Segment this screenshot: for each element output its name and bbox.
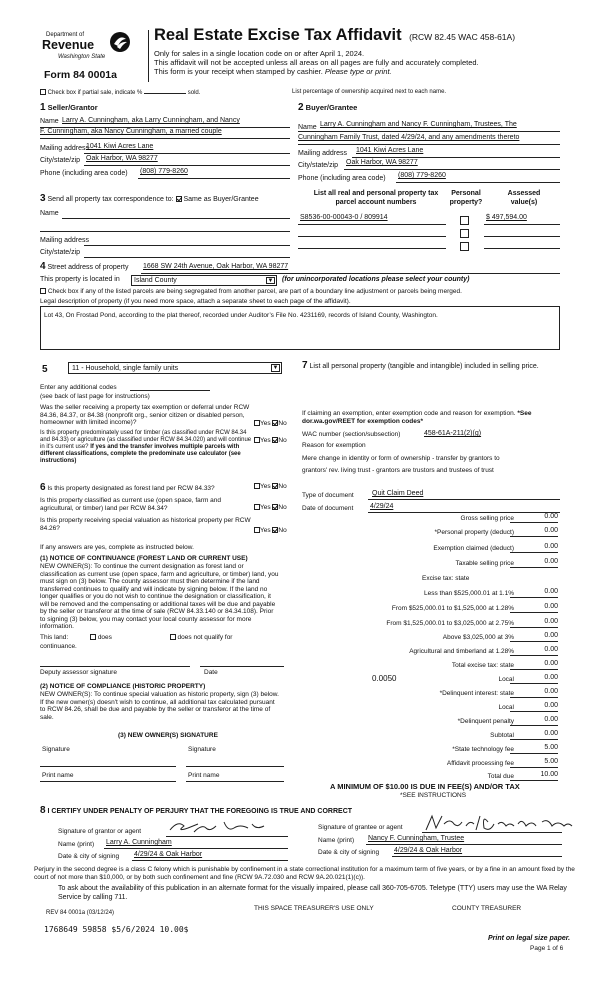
fee-value-delinq-penalty[interactable]: 0.00 [510, 716, 558, 726]
parcel-line-3 [298, 248, 446, 249]
seller-phone: (808) 779-8260 [140, 168, 188, 175]
section8-heading-text: I CERTIFY UNDER PENALTY OF PERJURY THAT THE FOREGOING IS TRUE AND CORRECT [47, 808, 353, 815]
fee-label-tech-fee: *State technology fee [452, 746, 514, 753]
fee-label-local: Local [498, 676, 514, 683]
header-line-3b: Please type or print. [324, 67, 392, 76]
title-rcw: (RCW 82.45 WAC 458-61A) [409, 32, 516, 42]
continuance-label: continuance. [40, 643, 77, 650]
seller-city-line [84, 165, 290, 166]
q2-yes-checkbox[interactable] [254, 437, 260, 443]
segregated-label: Check box if any of the listed parcels are being segregated from another parcel, are part of a boundary line adjustment or parcels being merged. [47, 288, 462, 295]
personal-property-col-header: Personal property? [449, 190, 483, 206]
same-as-buyer-label: Same as Buyer/Grantee [183, 196, 259, 203]
legal-description-box[interactable] [40, 306, 560, 350]
list-percentage-note: List percentage of ownership acquired next to each name. [292, 89, 447, 95]
section6-q1-text: Is this property designated as forest land per RCW 84.33? [47, 485, 215, 492]
section6-q3-answer [254, 527, 287, 535]
new-owner-sig-line-2 [186, 766, 284, 767]
fee-label-total-state: Total excise tax: state [451, 662, 514, 669]
seller-heading-num: 1 [40, 102, 46, 113]
section5-num: 5 [42, 364, 48, 375]
section6-q2: Is this property classified as current use (open space, farm and agricultural, or timber) land per RCW 84.34? [40, 497, 222, 512]
street-address: 1668 SW 24th Avenue, Oak Harbor, WA 98277 [143, 263, 289, 270]
fee-value-total-due[interactable]: 10.00 [510, 771, 558, 781]
seller-mail: 1041 Kiwi Acres Lane [86, 143, 154, 150]
section5-q1: Was the seller receiving a property tax exemption or deferral under RCW 84.36, 84.37, or 84.38 (nonprofit org., senior citizen or disabled person, homeowner with limited income)? [40, 404, 250, 426]
legal-description-label: Legal description of property (if you need more space, attach a separate sheet to each page of the affidavit). [40, 298, 351, 305]
buyer-heading [298, 103, 357, 112]
historic-no-checkbox[interactable] [272, 527, 278, 533]
historic-yes-checkbox[interactable] [254, 527, 260, 533]
grantee-name-line [366, 844, 562, 845]
seller-city: Oak Harbor, WA 98277 [86, 155, 158, 162]
dept-line-1: Department of [46, 32, 85, 38]
fee-value-personal[interactable]: 0.00 [510, 527, 558, 537]
does-not-checkbox[interactable] [170, 634, 176, 640]
personal-property-checkbox-3[interactable] [460, 238, 469, 256]
alternate-format-note: To ask about the availability of this publication in an alternate format for the visually impaired, please call 360-705-6705. Teletype (TTY) users may use the WA Relay Service by calling 711. [58, 885, 567, 901]
wac-number: 458-61A-211(2)(g) [424, 430, 482, 437]
segregated-checkbox[interactable] [40, 288, 46, 294]
grantor-name-label: Name (print) [58, 841, 95, 848]
fee-label-delinq-state: *Delinquent interest: state [439, 690, 514, 697]
q1-no-label: No [278, 420, 287, 427]
same-as-buyer-checkbox[interactable] [176, 196, 182, 202]
reason-line-2: grantors' rev. living trust - grantors are trustors and trustees of trust [302, 467, 494, 474]
seller-mail-line [84, 153, 290, 154]
fee-value-t3[interactable]: 0.00 [510, 618, 558, 628]
parcel-col-header: List all real and personal property tax parcel account numbers [313, 190, 439, 206]
notice1-heading: (1) NOTICE OF CONTINUANCE (FOREST LAND OR CURRENT USE) [40, 555, 248, 562]
q1-yes-checkbox[interactable] [254, 420, 260, 426]
grantor-date-line [132, 860, 288, 861]
fee-label-t2: From $525,000.01 to $1,525,000 at 1.28% [391, 605, 514, 612]
buyer-phone: (808) 779-8260 [398, 172, 446, 179]
grantee-sig-label: Signature of grantee or agent [318, 824, 403, 831]
grantee-signature-mark [424, 812, 574, 834]
value-line-2 [484, 236, 560, 237]
fee-value-t4[interactable]: 0.00 [510, 632, 558, 642]
use-code-selected: 11 - Household, single family units [72, 364, 179, 372]
grantor-date: 4/29/24 & Oak Harbor [134, 851, 203, 858]
grantor-name: Larry A. Cunningham [106, 839, 172, 846]
buyer-name-line-1 [298, 131, 560, 132]
reason-label: Reason for exemption [302, 442, 366, 449]
section5-q2-text: Is this property predominately used for timber (as classified under RCW 84.34 and 84.33) or agriculture (as classified under RCW 84.34.020) and will continue in it's current use? [40, 430, 252, 450]
buyer-city: Oak Harbor, WA 98277 [346, 159, 418, 166]
street-address-line [141, 273, 560, 274]
dept-line-3: Washington State [58, 54, 106, 60]
new-owner-sig-label-1: Signature [42, 746, 70, 753]
see-instructions-note: *SEE INSTRUCTIONS [400, 792, 467, 799]
section6-q2-answer [254, 504, 287, 512]
header-line-3a: This form is your receipt when stamped by cashier. [154, 67, 323, 76]
doc-type-label: Type of document [302, 492, 354, 499]
deputy-date-label: Date [204, 669, 218, 676]
seller-name-2: F. Cunningham, aka Nancy Cunningham, a married couple [40, 128, 222, 135]
see-back-note: (see back of last page for instructions) [40, 393, 150, 400]
additional-codes-line [130, 390, 210, 391]
grantor-signature [168, 818, 272, 841]
parcel-line-2 [298, 236, 446, 237]
section8-heading [40, 807, 352, 817]
forest-no-label: No [278, 483, 287, 490]
doc-date-label: Date of document [302, 505, 354, 512]
current-use-no-label: No [278, 504, 287, 511]
fee-label-t1: Less than $525,000.01 at 1.1% [424, 590, 514, 597]
chevron-down-icon[interactable]: ▼ [272, 365, 279, 371]
grantee-name: Nancy F. Cunningham, Trustee [368, 835, 465, 842]
buyer-name-label: Name [298, 124, 317, 131]
fee-value-gross[interactable]: 0.00 [510, 513, 558, 523]
section3-label: Send all property tax correspondence to: [47, 196, 174, 203]
section3-name-label: Name [40, 210, 59, 217]
new-owner-print-label-2: Print name [188, 772, 220, 779]
street-address-row [40, 263, 128, 273]
form-number: Form 84 0001a [44, 69, 117, 81]
fee-label-taxable: Taxable selling price [455, 560, 514, 567]
q1-yes-label: Yes [260, 420, 271, 427]
exemption-question [302, 410, 542, 425]
minimum-due-note: A MINIMUM OF $10.00 IS DUE IN FEE(S) AND/OR TAX [330, 782, 520, 791]
current-use-yes-label: Yes [260, 504, 271, 511]
section7-label: List all personal property (tangible and intangible) included in selling price. [309, 363, 539, 370]
fee-label-personal: *Personal property (deduct) [434, 529, 514, 536]
section5-q2 [40, 430, 252, 465]
section3-mail-line [84, 245, 290, 246]
fee-label-subtotal: Subtotal [490, 732, 514, 739]
this-land-row [40, 634, 280, 642]
seller-phone-line [138, 178, 290, 179]
county-treasurer-label: COUNTY TREASURER [452, 905, 522, 912]
doc-type-line [368, 499, 560, 500]
doc-date: 4/29/24 [370, 503, 394, 510]
buyer-city-line [344, 169, 560, 170]
exemption-q-text: If claiming an exemption, enter exemption code and reason for exemption. [302, 410, 516, 417]
q1-no-checkbox[interactable] [272, 420, 278, 426]
deputy-sig-label: Deputy assessor signature [40, 669, 117, 676]
fee-value-taxable[interactable]: 0.00 [510, 558, 558, 568]
fee-value-local[interactable]: 0.00 [510, 674, 558, 684]
grantor-name-line [104, 848, 288, 849]
section3-num: 3 [40, 193, 46, 204]
new-owner-print-label-1: Print name [42, 772, 74, 779]
grantee-date: 4/29/24 & Oak Harbor [394, 847, 463, 854]
grantee-name-label: Name (print) [318, 837, 355, 844]
additional-codes-label: Enter any additional codes [40, 384, 117, 391]
treasurer-use-label: THIS SPACE TREASURER'S USE ONLY [254, 905, 374, 912]
buyer-heading-text: Buyer/Grantee [305, 103, 358, 112]
buyer-mail-line [352, 157, 560, 158]
partial-sale-label: Check box if partial sale, indicate % [47, 90, 143, 96]
notice1-body: NEW OWNER(S): To continue the current designation as forest land or classification as current use (open space, farm and agriculture, or timber) land, you must sign on (3) below. The county assessor must then determine if the land transferred continues to qualify and will indicate by signing below. If the land no longer qualifies or you do not wish to continue the designation or classification, it will be removed and the compensating or additional taxes will be due and payable by the seller or transferor at the time of sale (RCW 84.33.140 or 84.34.108). Prior to signing (3) below, you may contact your local county assessor for more information. [40, 563, 279, 630]
seller-mail-label: Mailing address [40, 145, 90, 152]
local-rate: 0.0050 [372, 674, 397, 683]
current-use-yes-checkbox[interactable] [254, 504, 260, 510]
does-not-label: does not qualify for [177, 634, 233, 641]
section8-num: 8 [40, 805, 46, 816]
if-yes-note: If any answers are yes, complete as instructed below. [40, 544, 194, 551]
page-number: Page 1 of 6 [530, 945, 564, 952]
county-selected-value: Island County [134, 277, 177, 284]
grantee-sig-line [422, 832, 562, 833]
new-owner-sig-label-2: Signature [188, 746, 216, 753]
exemption-q-link: *See dor.wa.gov/REET for exemption codes* [302, 410, 532, 425]
new-owner-print-line-1 [40, 781, 176, 782]
county-select[interactable] [131, 275, 277, 286]
legal-description: Lot 43, On Frostad Pond, according to the plat thereof, recorded under Auditor’s File No. 4231169, records of Island County, Washington. [44, 312, 438, 319]
notice2-heading: (2) NOTICE OF COMPLIANCE (HISTORIC PROPERTY) [40, 683, 206, 690]
seller-heading-text: Seller/Grantor [47, 103, 98, 112]
chevron-down-icon[interactable]: ▼ [267, 278, 274, 284]
form-title [154, 26, 515, 45]
value-line-3 [484, 248, 560, 249]
dor-logo [40, 28, 136, 70]
section6-q3: Is this property receiving special valuation as historical property per RCW 84.26? [40, 517, 251, 532]
reason-line-1: Mere change in identity or form of ownership - transfer by grantors to [302, 455, 500, 462]
fee-value-tech-fee[interactable]: 5.00 [510, 744, 558, 754]
partial-sold-label: sold. [187, 90, 201, 96]
located-in-label: This property is located in [40, 276, 120, 283]
buyer-heading-num: 2 [298, 102, 304, 113]
this-land-label: This land: [40, 634, 69, 641]
header-line-2: This affidavit will not be accepted unless all areas on all pages are fully and accurately completed. [154, 58, 479, 67]
does-checkbox[interactable] [90, 634, 96, 640]
seller-heading [40, 103, 98, 112]
forest-no-checkbox[interactable] [272, 483, 278, 489]
wac-label: WAC number (section/subsection) [302, 431, 401, 438]
excise-state-head: Excise tax: state [422, 575, 470, 582]
forest-yes-checkbox[interactable] [254, 483, 260, 489]
section3-city-label: City/state/zip [40, 249, 81, 256]
forest-yes-label: Yes [260, 483, 271, 490]
cashier-stamp: 1768649 59858 $5/6/2024 10.00$ [44, 925, 189, 934]
seller-phone-label: Phone (including area code) [40, 170, 128, 177]
section3-mail-label: Mailing address [40, 237, 90, 244]
section7-heading [302, 362, 560, 372]
section4-num: 4 [40, 261, 46, 272]
fee-value-delinq-local[interactable]: 0.00 [510, 702, 558, 712]
section6-q1-answer [254, 483, 287, 491]
dept-line-2: Revenue [42, 38, 95, 52]
does-label: does [97, 634, 112, 641]
perjury-notice: Perjury in the second degree is a class C felony which is punishable by confinement in a state correctional institution for a maximum term of five years, or by a fine in an amount fixed by the court of not more than $10,000, or by both such confinement and fine (RCW 9A.72.030 and RCW 9A.20.021(1)(c)). [34, 866, 575, 881]
buyer-city-label: City/state/zip [298, 162, 339, 169]
parcel-number-1: S8536-00-00043-0 / 809914 [300, 214, 388, 221]
street-address-label: Street address of property [47, 264, 129, 271]
historic-no-label: No [278, 527, 287, 534]
fee-value-exemption[interactable]: 0.00 [510, 543, 558, 553]
notice3-heading: (3) NEW OWNER(S) SIGNATURE [118, 732, 218, 739]
buyer-phone-line [396, 182, 560, 183]
fee-label-delinq-penalty: *Delinquent penalty [457, 718, 514, 725]
revision-number: REV 84 0001a (03/12/24) [46, 910, 115, 916]
buyer-name-1: Larry A. Cunningham and Nancy F. Cunningham, Trustees, The [320, 121, 517, 128]
unincorporated-note: (for unincorporated locations please select your county) [282, 276, 470, 283]
section6-q1 [40, 484, 215, 493]
seller-name-line-2 [40, 138, 290, 139]
segregated-row [40, 288, 462, 296]
buyer-mail: 1041 Kiwi Acres Lane [356, 147, 424, 154]
section3-heading [40, 195, 259, 205]
fee-value-t2[interactable]: 0.00 [510, 603, 558, 613]
fee-value-total-state[interactable]: 0.00 [510, 660, 558, 670]
fee-label-exemption: Exemption claimed (deduct) [433, 545, 514, 552]
partial-sale-checkbox[interactable] [40, 89, 46, 95]
deputy-date-line [200, 666, 284, 667]
dor-emblem-icon [108, 30, 132, 54]
grantor-date-label: Date & city of signing [58, 853, 120, 860]
grantor-sig-label: Signature of grantor or agent [58, 828, 142, 835]
new-owner-print-line-2 [186, 781, 284, 782]
section5-q2b-text: If yes and the transfer involves multiple parcels with different classifications, complete the predominate use calculator (see instructions) [40, 444, 241, 464]
fee-label-affidavit-fee: Affidavit processing fee [446, 760, 514, 767]
deputy-sig-line [40, 666, 190, 667]
section6-num: 6 [40, 482, 46, 493]
value-line-1 [484, 224, 560, 225]
section3-name-line [62, 218, 290, 219]
fee-value-t5[interactable]: 0.00 [510, 646, 558, 656]
grantor-sig-line [166, 836, 288, 837]
fee-label-total-due: Total due [487, 773, 514, 780]
notice2-body: NEW OWNER(S): To continue special valuation as historic property, sign (3) below. If the new owner(s) doesn't wish to continue, all additional tax calculated pursuant to RCW 84.26, shall be due and payable by the seller or transferor at the time of sale. [40, 691, 279, 721]
fee-label-delinq-local: Local [498, 704, 514, 711]
header-line-3 [154, 67, 392, 76]
parcel-line-1 [298, 224, 446, 225]
fee-label-gross: Gross selling price [460, 515, 514, 522]
new-owner-sig-line-1 [40, 766, 176, 767]
grantee-date-line [392, 856, 562, 857]
fee-label-t3: From $1,525,000.01 to $3,025,000 at 2.75% [386, 620, 514, 627]
section3-name-line-2 [40, 231, 290, 232]
partial-sale-row [40, 89, 200, 97]
assessed-value-col-header: Assessed value(s) [507, 190, 541, 206]
legal-paper-note: Print on legal size paper. [488, 935, 571, 942]
section7-num: 7 [302, 360, 308, 371]
seller-name-1: Larry A. Cunningham, aka Larry Cunningham, and Nancy [62, 117, 240, 124]
q2-no-checkbox[interactable] [272, 437, 278, 443]
grantor-signature-mark [168, 818, 272, 836]
assessed-value-1: $ 497,594.00 [486, 214, 527, 221]
grantee-date-label: Date & city of signing [318, 849, 380, 856]
buyer-name-line-2 [298, 144, 560, 145]
use-code-select[interactable] [68, 362, 282, 374]
header-line-1: Only for sales in a single location code on or after April 1, 2024. [154, 49, 365, 58]
historic-yes-label: Yes [260, 527, 271, 534]
buyer-phone-label: Phone (including area code) [298, 175, 386, 182]
section3-city-line [84, 257, 290, 258]
fee-value-t1[interactable]: 0.00 [510, 588, 558, 598]
buyer-name-2: Cunningham Family Trust, dated 4/29/24, and any amendments thereto [298, 134, 520, 141]
current-use-no-checkbox[interactable] [272, 504, 278, 510]
q2-yes-label: Yes [260, 437, 271, 444]
seller-city-label: City/state/zip [40, 157, 81, 164]
seller-name-label: Name [40, 118, 59, 125]
section5-q1-answer [254, 420, 287, 428]
fee-label-t5: Agricultural and timberland at 1.28% [409, 648, 514, 655]
buyer-mail-label: Mailing address [298, 150, 348, 157]
section5-q2-answer [254, 437, 287, 445]
title-text: Real Estate Excise Tax Affidavit [154, 26, 402, 44]
q2-no-label: No [278, 437, 287, 444]
header-divider [148, 30, 149, 82]
fee-label-t4: Above $3,025,000 at 3% [442, 634, 514, 641]
doc-type: Quit Claim Deed [372, 490, 424, 497]
fee-value-affidavit-fee[interactable]: 5.00 [510, 758, 558, 768]
fee-value-delinq-state[interactable]: 0.00 [510, 688, 558, 698]
fee-value-subtotal[interactable]: 0.00 [510, 730, 558, 740]
